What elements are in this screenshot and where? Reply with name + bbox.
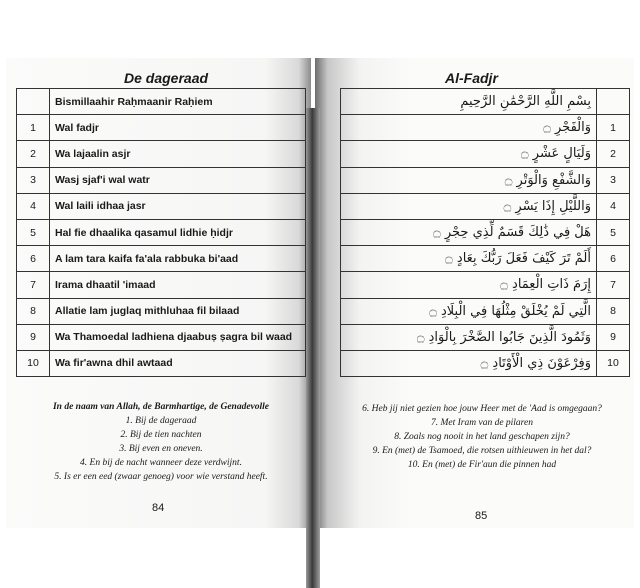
translation-line: 6. Heb jij niet gezien hoe jouw Heer met de 'Aad is omgegaan?: [362, 404, 602, 414]
table-row: [341, 193, 630, 219]
table-row: [17, 246, 306, 272]
table-row: [17, 193, 306, 219]
verse-arabic: وَفِرْعَوْنَ ذِي الْأَوْتَادِ ۝: [341, 350, 597, 376]
verse-number: 10: [597, 350, 630, 376]
table-row: [17, 324, 306, 350]
verse-number: 9: [597, 324, 630, 350]
verse-text: Wa Thamoedal ladhiena djaabuṣ ṣagra bil waad: [50, 324, 306, 350]
table-row: [17, 219, 306, 245]
transliteration-table: [16, 88, 306, 377]
right-page-title: Al-Fadjr: [445, 70, 498, 86]
translation-line: 2. Bij de tien nachten: [120, 430, 202, 440]
left-page: [6, 58, 311, 528]
left-page-title: De dageraad: [124, 70, 209, 86]
verse-number: 5: [17, 219, 50, 245]
dutch-translation: [347, 402, 617, 472]
verse-number: 8: [17, 298, 50, 324]
table-row: [341, 272, 630, 298]
verse-text: Hal fie dhaalika qasamul lidhie ḥidjr: [50, 219, 306, 245]
verse-number: 3: [17, 167, 50, 193]
verse-number: 10: [17, 350, 50, 376]
page-number: 84: [152, 502, 165, 514]
verse-number: 4: [17, 193, 50, 219]
verse-arabic: وَلَيَالٍ عَشْرٍ ۝: [341, 141, 597, 167]
table-row: [17, 350, 306, 376]
translation-line: 7. Met Iram van de pilaren: [430, 418, 533, 428]
dutch-translation: [16, 400, 306, 484]
translation-line: 4. En bij de nacht wanneer deze verdwijnt.: [80, 458, 242, 468]
bismillah-arabic: بِسْمِ اللَّهِ الرَّحْمَٰنِ الرَّحِيمِ: [341, 89, 597, 115]
translation-line: 1. Bij de dageraad: [125, 416, 197, 426]
page-number: 85: [475, 510, 488, 522]
table-row: [341, 324, 630, 350]
verse-number: 1: [597, 115, 630, 141]
book-gutter: [306, 108, 320, 588]
translation-line: 3. Bij even en oneven.: [119, 444, 203, 454]
table-row: [17, 141, 306, 167]
book-spread: [6, 58, 634, 528]
table-cell: [17, 89, 50, 115]
table-row: [341, 298, 630, 324]
verse-number: 6: [597, 246, 630, 272]
right-page: [315, 58, 634, 528]
verse-arabic: وَالْفَجْرِ ۝: [341, 115, 597, 141]
verse-number: 1: [17, 115, 50, 141]
verse-number: 7: [597, 272, 630, 298]
verse-text: Irama dhaatil 'imaad: [50, 272, 306, 298]
verse-arabic: إِرَمَ ذَاتِ الْعِمَادِ ۝: [341, 272, 597, 298]
translation-line: 10. En (met) de Fir'aun die pinnen had: [407, 460, 557, 470]
verse-number: 2: [597, 141, 630, 167]
verse-arabic: وَاللَّيْلِ إِذَا يَسْرِ ۝: [341, 193, 597, 219]
verse-arabic: الَّتِي لَمْ يُخْلَقْ مِثْلُهَا فِي الْبِلَادِ ۝: [341, 298, 597, 324]
verse-text: Wa fir'awna dhil awtaad: [50, 350, 306, 376]
verse-arabic: هَلْ فِي ذَٰلِكَ قَسَمٌ لِّذِي حِجْرٍ ۝: [341, 219, 597, 245]
verse-number: 4: [597, 193, 630, 219]
table-row: [341, 141, 630, 167]
table-row: [17, 167, 306, 193]
table-header-row: [341, 89, 630, 115]
verse-text: Wasj sjaf'i wal watr: [50, 167, 306, 193]
translation-line: 8. Zoals nog nooit in het land geschapen zijn?: [394, 432, 570, 442]
table-row: [341, 115, 630, 141]
table-header-row: [17, 89, 306, 115]
translation-line: In de naam van Allah, de Barmhartige, de Genadevolle: [52, 402, 270, 412]
table-row: [341, 350, 630, 376]
verse-arabic: أَلَمْ تَرَ كَيْفَ فَعَلَ رَبُّكَ بِعَادٍ ۝: [341, 246, 597, 272]
verse-text: Wal laili idhaa jasr: [50, 193, 306, 219]
verse-number: 8: [597, 298, 630, 324]
verse-number: 6: [17, 246, 50, 272]
translation-line: 9. En (met) de Tsamoed, die rotsen uithieuwen in het dal?: [372, 446, 592, 456]
verse-text: Wa lajaalin asjr: [50, 141, 306, 167]
verse-arabic: وَثَمُودَ الَّذِينَ جَابُوا الصَّخْرَ بِالْوَادِ ۝: [341, 324, 597, 350]
verse-text: Allatie lam juglaq mithluhaa fil bilaad: [50, 298, 306, 324]
table-row: [17, 298, 306, 324]
verse-text: Wal fadjr: [50, 115, 306, 141]
verse-number: 3: [597, 167, 630, 193]
table-row: [341, 246, 630, 272]
translation-line: 5. Is er een eed (zwaar genoeg) voor wie verstand heeft.: [54, 472, 268, 482]
arabic-table: [340, 88, 630, 377]
verse-number: 7: [17, 272, 50, 298]
table-row: [17, 272, 306, 298]
table-row: [17, 115, 306, 141]
verse-text: A lam tara kaifa fa'ala rabbuka bi'aad: [50, 246, 306, 272]
table-row: [341, 219, 630, 245]
verse-number: 9: [17, 324, 50, 350]
table-row: [341, 167, 630, 193]
verse-number: 5: [597, 219, 630, 245]
table-cell: [597, 89, 630, 115]
verse-arabic: وَالشَّفْعِ وَالْوَتْرِ ۝: [341, 167, 597, 193]
verse-number: 2: [17, 141, 50, 167]
table-cell: Bismillaahir Raḥmaanir Raḥiem: [50, 89, 306, 115]
